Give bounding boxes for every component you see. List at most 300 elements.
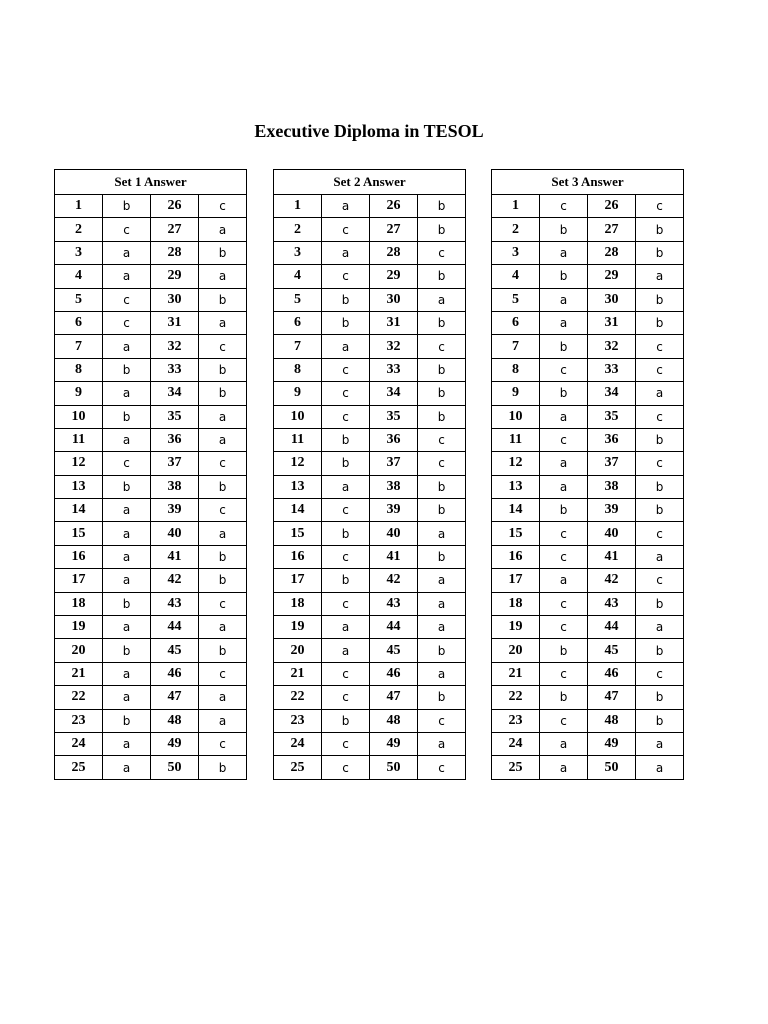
question-number: 42 bbox=[370, 569, 418, 592]
set-header: Set 1 Answer bbox=[55, 170, 247, 195]
question-number: 8 bbox=[492, 358, 540, 381]
answer-cell: a bbox=[540, 241, 588, 264]
table-row bbox=[55, 709, 247, 732]
answer-cell: b bbox=[418, 265, 466, 288]
answer-cell: b bbox=[103, 195, 151, 218]
question-number: 6 bbox=[55, 311, 103, 334]
question-number: 32 bbox=[588, 335, 636, 358]
answer-cell: b bbox=[636, 241, 684, 264]
table-row bbox=[55, 756, 247, 779]
table-row bbox=[274, 452, 466, 475]
answer-cell: c bbox=[540, 662, 588, 685]
table-row bbox=[55, 569, 247, 592]
table-row bbox=[492, 382, 684, 405]
answer-cell: b bbox=[418, 405, 466, 428]
answer-cell: a bbox=[540, 405, 588, 428]
question-number: 47 bbox=[370, 686, 418, 709]
question-number: 10 bbox=[492, 405, 540, 428]
answer-cell: c bbox=[636, 522, 684, 545]
question-number: 48 bbox=[370, 709, 418, 732]
answer-cell: b bbox=[636, 592, 684, 615]
question-number: 5 bbox=[492, 288, 540, 311]
question-number: 35 bbox=[370, 405, 418, 428]
answer-cell: a bbox=[103, 335, 151, 358]
answer-cell: b bbox=[418, 499, 466, 522]
answer-cell: c bbox=[103, 288, 151, 311]
question-number: 37 bbox=[588, 452, 636, 475]
answer-cell: b bbox=[199, 241, 247, 264]
answer-cell: c bbox=[199, 592, 247, 615]
table-row bbox=[55, 639, 247, 662]
question-number: 42 bbox=[588, 569, 636, 592]
question-number: 13 bbox=[55, 475, 103, 498]
answer-cell: a bbox=[418, 616, 466, 639]
question-number: 33 bbox=[151, 358, 199, 381]
question-number: 30 bbox=[588, 288, 636, 311]
question-number: 39 bbox=[151, 499, 199, 522]
question-number: 43 bbox=[151, 592, 199, 615]
table-row bbox=[274, 475, 466, 498]
answer-cell: c bbox=[322, 382, 370, 405]
table-row bbox=[274, 265, 466, 288]
answer-cell: c bbox=[418, 241, 466, 264]
answer-cell: a bbox=[418, 592, 466, 615]
question-number: 49 bbox=[370, 732, 418, 755]
answer-cell: a bbox=[199, 522, 247, 545]
answer-cell: b bbox=[540, 382, 588, 405]
answer-cell: c bbox=[103, 218, 151, 241]
table-row bbox=[492, 499, 684, 522]
question-number: 25 bbox=[492, 756, 540, 779]
table-row bbox=[55, 662, 247, 685]
question-number: 46 bbox=[151, 662, 199, 685]
question-number: 1 bbox=[55, 195, 103, 218]
answer-cell: b bbox=[540, 639, 588, 662]
answer-cell: a bbox=[540, 569, 588, 592]
question-number: 44 bbox=[370, 616, 418, 639]
question-number: 2 bbox=[55, 218, 103, 241]
table-row bbox=[274, 218, 466, 241]
table-row bbox=[492, 545, 684, 568]
table-row bbox=[274, 358, 466, 381]
question-number: 27 bbox=[370, 218, 418, 241]
table-row bbox=[55, 616, 247, 639]
table-row bbox=[55, 428, 247, 451]
answer-cell: a bbox=[103, 732, 151, 755]
question-number: 18 bbox=[492, 592, 540, 615]
answer-cell: c bbox=[322, 662, 370, 685]
answer-cell: b bbox=[199, 288, 247, 311]
table-row bbox=[492, 288, 684, 311]
answer-cell: a bbox=[103, 382, 151, 405]
table-row bbox=[55, 452, 247, 475]
answer-cell: c bbox=[540, 195, 588, 218]
answer-cell: b bbox=[636, 639, 684, 662]
question-number: 10 bbox=[55, 405, 103, 428]
question-number: 20 bbox=[55, 639, 103, 662]
table-row bbox=[55, 686, 247, 709]
table-row bbox=[55, 218, 247, 241]
table-row bbox=[492, 709, 684, 732]
answer-cell: a bbox=[636, 732, 684, 755]
table-row bbox=[274, 382, 466, 405]
answer-cell: b bbox=[199, 545, 247, 568]
question-number: 17 bbox=[55, 569, 103, 592]
answer-cell: b bbox=[636, 288, 684, 311]
question-number: 40 bbox=[588, 522, 636, 545]
question-number: 24 bbox=[492, 732, 540, 755]
question-number: 49 bbox=[588, 732, 636, 755]
question-number: 5 bbox=[55, 288, 103, 311]
set-2-answer-table bbox=[273, 169, 466, 780]
table-row bbox=[55, 499, 247, 522]
table-row bbox=[55, 382, 247, 405]
answer-cell: b bbox=[322, 452, 370, 475]
question-number: 9 bbox=[274, 382, 322, 405]
table-row bbox=[274, 522, 466, 545]
table-row bbox=[55, 405, 247, 428]
question-number: 14 bbox=[492, 499, 540, 522]
answer-cell: c bbox=[199, 662, 247, 685]
question-number: 20 bbox=[274, 639, 322, 662]
table-row bbox=[492, 569, 684, 592]
table-row bbox=[274, 288, 466, 311]
answer-cell: b bbox=[418, 382, 466, 405]
question-number: 38 bbox=[151, 475, 199, 498]
question-number: 23 bbox=[274, 709, 322, 732]
question-number: 47 bbox=[151, 686, 199, 709]
answer-cell: a bbox=[322, 195, 370, 218]
table-row bbox=[274, 709, 466, 732]
set-3-answer-table bbox=[491, 169, 684, 780]
answer-cell: c bbox=[103, 452, 151, 475]
table-row bbox=[492, 428, 684, 451]
table-row bbox=[274, 428, 466, 451]
table-row bbox=[274, 732, 466, 755]
table-row bbox=[492, 592, 684, 615]
table-row bbox=[274, 195, 466, 218]
question-number: 19 bbox=[274, 616, 322, 639]
question-number: 36 bbox=[588, 428, 636, 451]
answer-cell: b bbox=[540, 335, 588, 358]
question-number: 14 bbox=[55, 499, 103, 522]
table-row bbox=[492, 218, 684, 241]
question-number: 24 bbox=[55, 732, 103, 755]
answer-cell: b bbox=[103, 475, 151, 498]
question-number: 17 bbox=[492, 569, 540, 592]
answer-cell: a bbox=[418, 522, 466, 545]
table-row bbox=[55, 592, 247, 615]
answer-cell: b bbox=[418, 311, 466, 334]
question-number: 5 bbox=[274, 288, 322, 311]
question-number: 32 bbox=[370, 335, 418, 358]
table-row bbox=[274, 686, 466, 709]
question-number: 11 bbox=[492, 428, 540, 451]
answer-cell: b bbox=[199, 639, 247, 662]
question-number: 36 bbox=[151, 428, 199, 451]
answer-cell: a bbox=[636, 265, 684, 288]
question-number: 24 bbox=[274, 732, 322, 755]
answer-cell: c bbox=[540, 709, 588, 732]
answer-cell: a bbox=[636, 616, 684, 639]
table-row bbox=[274, 569, 466, 592]
answer-cell: b bbox=[418, 545, 466, 568]
answer-cell: a bbox=[540, 756, 588, 779]
question-number: 40 bbox=[151, 522, 199, 545]
table-row bbox=[492, 452, 684, 475]
question-number: 43 bbox=[370, 592, 418, 615]
table-row bbox=[55, 545, 247, 568]
answer-cell: a bbox=[103, 428, 151, 451]
question-number: 9 bbox=[55, 382, 103, 405]
answer-cell: a bbox=[199, 616, 247, 639]
answer-cell: c bbox=[636, 335, 684, 358]
answer-cell: a bbox=[322, 639, 370, 662]
question-number: 40 bbox=[370, 522, 418, 545]
question-number: 50 bbox=[151, 756, 199, 779]
question-number: 34 bbox=[370, 382, 418, 405]
question-number: 21 bbox=[274, 662, 322, 685]
answer-cell: b bbox=[103, 639, 151, 662]
question-number: 16 bbox=[274, 545, 322, 568]
answer-cell: c bbox=[322, 405, 370, 428]
answer-cell: a bbox=[103, 616, 151, 639]
answer-cell: b bbox=[636, 686, 684, 709]
answer-cell: b bbox=[418, 686, 466, 709]
answer-cell: a bbox=[199, 428, 247, 451]
question-number: 4 bbox=[492, 265, 540, 288]
answer-cell: c bbox=[540, 592, 588, 615]
answer-cell: b bbox=[418, 475, 466, 498]
question-number: 21 bbox=[55, 662, 103, 685]
question-number: 48 bbox=[588, 709, 636, 732]
question-number: 45 bbox=[588, 639, 636, 662]
table-row bbox=[492, 195, 684, 218]
answer-cell: c bbox=[540, 522, 588, 545]
answer-cell: b bbox=[636, 311, 684, 334]
answer-cell: b bbox=[636, 499, 684, 522]
question-number: 20 bbox=[492, 639, 540, 662]
question-number: 38 bbox=[588, 475, 636, 498]
answer-cell: a bbox=[540, 288, 588, 311]
answer-cell: c bbox=[540, 616, 588, 639]
answer-cell: b bbox=[103, 358, 151, 381]
table-row bbox=[55, 288, 247, 311]
question-number: 43 bbox=[588, 592, 636, 615]
question-number: 38 bbox=[370, 475, 418, 498]
question-number: 33 bbox=[588, 358, 636, 381]
answer-cell: a bbox=[418, 288, 466, 311]
answer-cell: a bbox=[322, 241, 370, 264]
question-number: 3 bbox=[55, 241, 103, 264]
question-number: 37 bbox=[151, 452, 199, 475]
question-number: 41 bbox=[588, 545, 636, 568]
question-number: 30 bbox=[370, 288, 418, 311]
answer-cell: b bbox=[418, 358, 466, 381]
answer-cell: c bbox=[418, 335, 466, 358]
table-row bbox=[55, 475, 247, 498]
question-number: 7 bbox=[55, 335, 103, 358]
table-row bbox=[492, 335, 684, 358]
answer-cell: c bbox=[199, 195, 247, 218]
answer-cell: a bbox=[322, 616, 370, 639]
question-number: 21 bbox=[492, 662, 540, 685]
question-number: 31 bbox=[588, 311, 636, 334]
answer-cell: c bbox=[636, 405, 684, 428]
table-row bbox=[274, 756, 466, 779]
answer-cell: b bbox=[322, 288, 370, 311]
table-row bbox=[492, 475, 684, 498]
question-number: 26 bbox=[588, 195, 636, 218]
table-row bbox=[492, 616, 684, 639]
answer-cell: b bbox=[103, 592, 151, 615]
question-number: 28 bbox=[370, 241, 418, 264]
table-row bbox=[492, 265, 684, 288]
table-row bbox=[274, 639, 466, 662]
answer-cell: b bbox=[322, 569, 370, 592]
question-number: 8 bbox=[274, 358, 322, 381]
answer-cell: b bbox=[103, 709, 151, 732]
question-number: 14 bbox=[274, 499, 322, 522]
answer-cell: a bbox=[636, 756, 684, 779]
question-number: 49 bbox=[151, 732, 199, 755]
answer-cell: a bbox=[636, 545, 684, 568]
question-number: 3 bbox=[274, 241, 322, 264]
set-header: Set 3 Answer bbox=[492, 170, 684, 195]
answer-cell: c bbox=[418, 756, 466, 779]
question-number: 29 bbox=[151, 265, 199, 288]
question-number: 46 bbox=[370, 662, 418, 685]
table-row bbox=[274, 616, 466, 639]
answer-cell: c bbox=[322, 265, 370, 288]
question-number: 28 bbox=[588, 241, 636, 264]
answer-cell: c bbox=[636, 569, 684, 592]
question-number: 15 bbox=[274, 522, 322, 545]
answer-cell: a bbox=[103, 522, 151, 545]
answer-cell: c bbox=[199, 732, 247, 755]
question-number: 30 bbox=[151, 288, 199, 311]
question-number: 16 bbox=[55, 545, 103, 568]
table-row bbox=[492, 662, 684, 685]
answer-cell: c bbox=[199, 452, 247, 475]
question-number: 34 bbox=[151, 382, 199, 405]
table-row bbox=[492, 358, 684, 381]
table-row bbox=[274, 545, 466, 568]
question-number: 27 bbox=[588, 218, 636, 241]
answer-cell: a bbox=[418, 569, 466, 592]
answer-cell: a bbox=[199, 311, 247, 334]
answer-cell: c bbox=[540, 545, 588, 568]
question-number: 22 bbox=[274, 686, 322, 709]
answer-cell: b bbox=[322, 428, 370, 451]
question-number: 31 bbox=[370, 311, 418, 334]
question-number: 46 bbox=[588, 662, 636, 685]
table-row bbox=[274, 592, 466, 615]
question-number: 44 bbox=[151, 616, 199, 639]
answer-cell: a bbox=[540, 311, 588, 334]
question-number: 12 bbox=[492, 452, 540, 475]
answer-cell: a bbox=[199, 686, 247, 709]
question-number: 23 bbox=[492, 709, 540, 732]
answer-cell: a bbox=[322, 335, 370, 358]
answer-cell: c bbox=[636, 358, 684, 381]
answer-cell: c bbox=[199, 335, 247, 358]
answer-cell: b bbox=[322, 522, 370, 545]
answer-cell: c bbox=[636, 662, 684, 685]
answer-cell: b bbox=[636, 709, 684, 732]
answer-cell: b bbox=[636, 218, 684, 241]
set-1-answer-table bbox=[54, 169, 247, 780]
table-row bbox=[492, 311, 684, 334]
question-number: 4 bbox=[274, 265, 322, 288]
answer-cell: b bbox=[540, 686, 588, 709]
table-row bbox=[492, 522, 684, 545]
answer-cell: a bbox=[103, 662, 151, 685]
answer-cell: a bbox=[103, 686, 151, 709]
table-row bbox=[274, 335, 466, 358]
question-number: 26 bbox=[151, 195, 199, 218]
table-row bbox=[55, 241, 247, 264]
answer-cell: b bbox=[322, 311, 370, 334]
answer-cell: a bbox=[636, 382, 684, 405]
question-number: 32 bbox=[151, 335, 199, 358]
question-number: 22 bbox=[492, 686, 540, 709]
question-number: 50 bbox=[370, 756, 418, 779]
question-number: 39 bbox=[370, 499, 418, 522]
question-number: 29 bbox=[588, 265, 636, 288]
question-number: 47 bbox=[588, 686, 636, 709]
table-row bbox=[492, 732, 684, 755]
table-row bbox=[274, 499, 466, 522]
question-number: 1 bbox=[492, 195, 540, 218]
question-number: 41 bbox=[370, 545, 418, 568]
question-number: 13 bbox=[492, 475, 540, 498]
question-number: 36 bbox=[370, 428, 418, 451]
table-row bbox=[55, 732, 247, 755]
answer-cell: b bbox=[540, 499, 588, 522]
table-row bbox=[55, 311, 247, 334]
answer-cell: c bbox=[103, 311, 151, 334]
answer-cell: a bbox=[103, 756, 151, 779]
answer-cell: a bbox=[418, 662, 466, 685]
table-row bbox=[492, 241, 684, 264]
answer-cell: c bbox=[636, 195, 684, 218]
answer-cell: b bbox=[636, 428, 684, 451]
page-title: Executive Diploma in TESOL bbox=[254, 121, 484, 141]
question-number: 18 bbox=[274, 592, 322, 615]
table-row bbox=[492, 686, 684, 709]
answer-cell: a bbox=[540, 475, 588, 498]
question-number: 4 bbox=[55, 265, 103, 288]
table-row bbox=[274, 311, 466, 334]
answer-cell: c bbox=[418, 709, 466, 732]
question-number: 2 bbox=[492, 218, 540, 241]
table-row bbox=[55, 358, 247, 381]
question-number: 12 bbox=[274, 452, 322, 475]
answer-cell: a bbox=[199, 709, 247, 732]
table-row bbox=[55, 335, 247, 358]
question-number: 41 bbox=[151, 545, 199, 568]
question-number: 45 bbox=[151, 639, 199, 662]
question-number: 7 bbox=[492, 335, 540, 358]
answer-cell: b bbox=[418, 218, 466, 241]
answer-cell: b bbox=[418, 195, 466, 218]
answer-cell: c bbox=[418, 428, 466, 451]
table-row bbox=[274, 662, 466, 685]
answer-cell: b bbox=[418, 639, 466, 662]
answer-cell: c bbox=[322, 732, 370, 755]
table-row bbox=[492, 405, 684, 428]
